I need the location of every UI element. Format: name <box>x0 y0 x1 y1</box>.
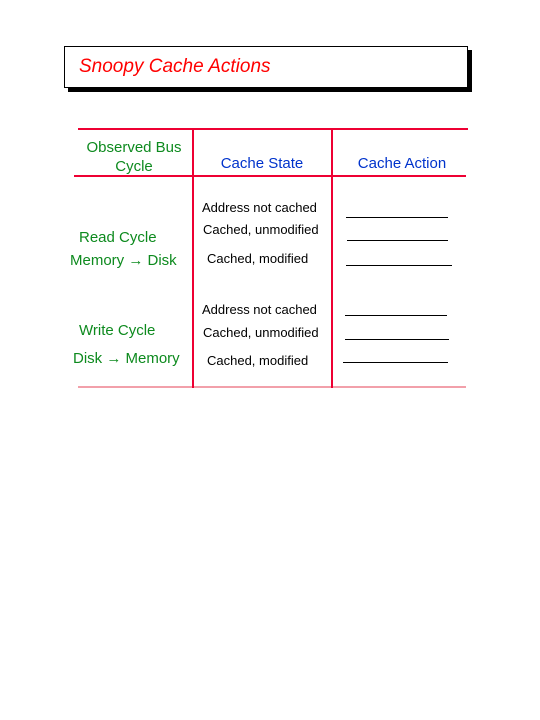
write-action-blank-2 <box>345 339 449 340</box>
observed-header-line1: Observed Bus <box>86 139 182 156</box>
read-action-blank-2 <box>347 240 448 241</box>
read-state-modified: Cached, modified <box>207 251 309 266</box>
title-box <box>64 46 468 88</box>
table-top-rule <box>78 128 468 130</box>
write-state-modified: Cached, modified <box>207 353 309 368</box>
write-cycle-label: Write Cycle <box>79 322 156 339</box>
write-action-blank-1 <box>345 315 447 316</box>
read-state-not-cached: Address not cached <box>202 200 317 215</box>
read-action-blank-3 <box>346 265 452 266</box>
table-bottom-rule <box>78 386 466 388</box>
read-action-blank-1 <box>346 217 448 218</box>
observed-bus-cycle-header <box>78 138 190 176</box>
read-state-unmodified: Cached, unmodified <box>203 222 319 237</box>
write-cycle-direction: Disk → Memory <box>73 350 180 367</box>
read-cycle-label: Read Cycle <box>79 229 157 246</box>
write-action-blank-3 <box>343 362 448 363</box>
column-divider-left <box>192 128 194 388</box>
write-state-not-cached: Address not cached <box>202 302 317 317</box>
cache-state-header: Cache State <box>220 155 304 172</box>
read-cycle-direction: Memory → Disk <box>70 252 177 269</box>
observed-header-line2: Cycle <box>115 158 153 175</box>
cache-action-header: Cache Action <box>357 155 447 172</box>
column-divider-right <box>331 128 333 388</box>
page-title: Snoopy Cache Actions <box>79 56 271 77</box>
write-state-unmodified: Cached, unmodified <box>203 325 319 340</box>
